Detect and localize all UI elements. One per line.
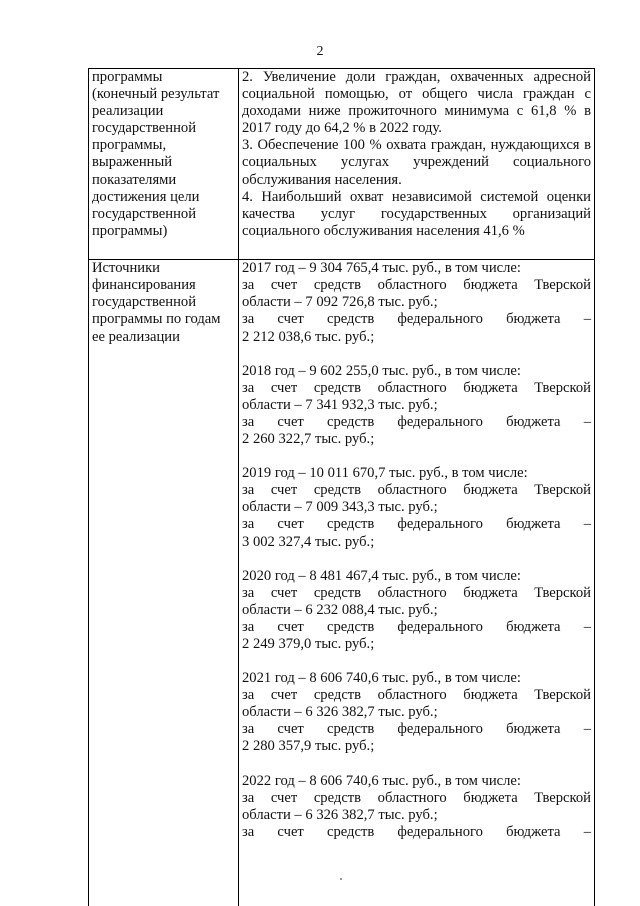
label-line: достижения цели xyxy=(92,188,200,205)
regional-budget-amount: области – 7 009 343,3 тыс. руб.; xyxy=(242,499,438,516)
label-line: (конечный результат xyxy=(92,86,220,103)
regional-budget-line: за счет средств областного бюджета Тверской xyxy=(242,379,591,396)
year-total: 2022 год – 8 606 740,6 тыс. руб., в том числе: xyxy=(242,772,521,789)
label-line: реализации xyxy=(92,103,164,120)
funding-year-2020 xyxy=(242,568,591,653)
funding-content xyxy=(239,260,595,906)
year-total: 2019 год – 10 011 670,7 тыс. руб., в том числе: xyxy=(242,465,528,482)
regional-budget-line: за счет средств областного бюджета Тверской xyxy=(242,482,591,499)
label-line: финансирования xyxy=(92,277,196,294)
funding-year-2021 xyxy=(242,670,591,755)
expected-results-content xyxy=(239,69,595,260)
label-line: программы) xyxy=(92,222,168,239)
scan-speck xyxy=(340,878,342,880)
label-line: Источники xyxy=(92,260,160,277)
federal-budget-line: за счет средств федерального бюджета – xyxy=(242,823,591,840)
spacer xyxy=(242,551,591,568)
label-line: ее реализации xyxy=(92,328,180,345)
label-line: показателями xyxy=(92,171,177,188)
label-line: государственной xyxy=(92,294,197,311)
regional-budget-amount: области – 6 326 382,7 тыс. руб.; xyxy=(242,704,438,721)
spacer xyxy=(242,756,591,773)
label-line: государственной xyxy=(92,205,197,222)
federal-budget-line: за счет средств федерального бюджета – xyxy=(242,413,591,430)
year-total: 2021 год – 8 606 740,6 тыс. руб., в том числе: xyxy=(242,670,521,687)
federal-budget-amount: 2 249 379,0 тыс. руб.; xyxy=(242,635,375,652)
regional-budget-line: за счет средств областного бюджета Тверской xyxy=(242,277,591,294)
federal-budget-amount: 3 002 327,4 тыс. руб.; xyxy=(242,533,375,550)
funding-year-2018 xyxy=(242,363,591,448)
year-total: 2018 год – 9 602 255,0 тыс. руб., в том числе: xyxy=(242,362,521,379)
table-row-funding-sources xyxy=(89,260,595,906)
label-line: выраженный xyxy=(92,154,173,171)
funding-year-2022 xyxy=(242,773,591,841)
page-number: 2 xyxy=(316,44,324,59)
label-line: государственной xyxy=(92,120,197,137)
funding-year-2019 xyxy=(242,465,591,550)
row-label-expected-results xyxy=(89,69,239,260)
federal-budget-amount: 2 212 038,6 тыс. руб.; xyxy=(242,328,375,345)
regional-budget-line: за счет средств областного бюджета Тверской xyxy=(242,789,591,806)
regional-budget-amount: области – 7 341 932,3 тыс. руб.; xyxy=(242,396,438,413)
result-item-2: 2. Увеличение доли граждан, охваченных адресной социальной помощью, от общего числа граждан с доходами ниже прожиточного минимума с 61,8 % в 2017 году до 64,2 % в 2022 году. xyxy=(242,69,591,137)
federal-budget-line: за счет средств федерального бюджета – xyxy=(242,311,591,328)
table-row-expected-results xyxy=(89,69,595,260)
label-line: программы, xyxy=(92,137,167,154)
regional-budget-line: за счет средств областного бюджета Тверской xyxy=(242,584,591,601)
federal-budget-line: за счет средств федерального бюджета – xyxy=(242,721,591,738)
program-passport-table xyxy=(88,68,595,906)
regional-budget-amount: области – 7 092 726,8 тыс. руб.; xyxy=(242,294,438,311)
spacer xyxy=(242,448,591,465)
spacer xyxy=(242,653,591,670)
result-item-4: 4. Наибольший охват независимой системой оценки качества услуг государственных организаций социального обслуживания населения 41,6 % xyxy=(242,188,591,239)
regional-budget-amount: области – 6 232 088,4 тыс. руб.; xyxy=(242,601,438,618)
federal-budget-amount: 2 280 357,9 тыс. руб.; xyxy=(242,738,375,755)
row-label-funding-sources xyxy=(89,260,239,906)
label-line: программы xyxy=(92,69,163,85)
federal-budget-line: за счет средств федерального бюджета – xyxy=(242,516,591,533)
spacer xyxy=(242,346,591,363)
federal-budget-line: за счет средств федерального бюджета – xyxy=(242,618,591,635)
regional-budget-amount: области – 6 326 382,7 тыс. руб.; xyxy=(242,806,438,823)
label-line: программы по годам xyxy=(92,311,221,328)
year-total: 2017 год – 9 304 765,4 тыс. руб., в том числе: xyxy=(242,260,521,277)
federal-budget-amount: 2 260 322,7 тыс. руб.; xyxy=(242,431,375,448)
funding-year-2017 xyxy=(242,260,591,345)
result-item-3: 3. Обеспечение 100 % охвата граждан, нуждающихся в социальных услугах учреждений социального обслуживания населения. xyxy=(242,137,591,188)
regional-budget-line: за счет средств областного бюджета Тверской xyxy=(242,687,591,704)
year-total: 2020 год – 8 481 467,4 тыс. руб., в том числе: xyxy=(242,567,521,584)
